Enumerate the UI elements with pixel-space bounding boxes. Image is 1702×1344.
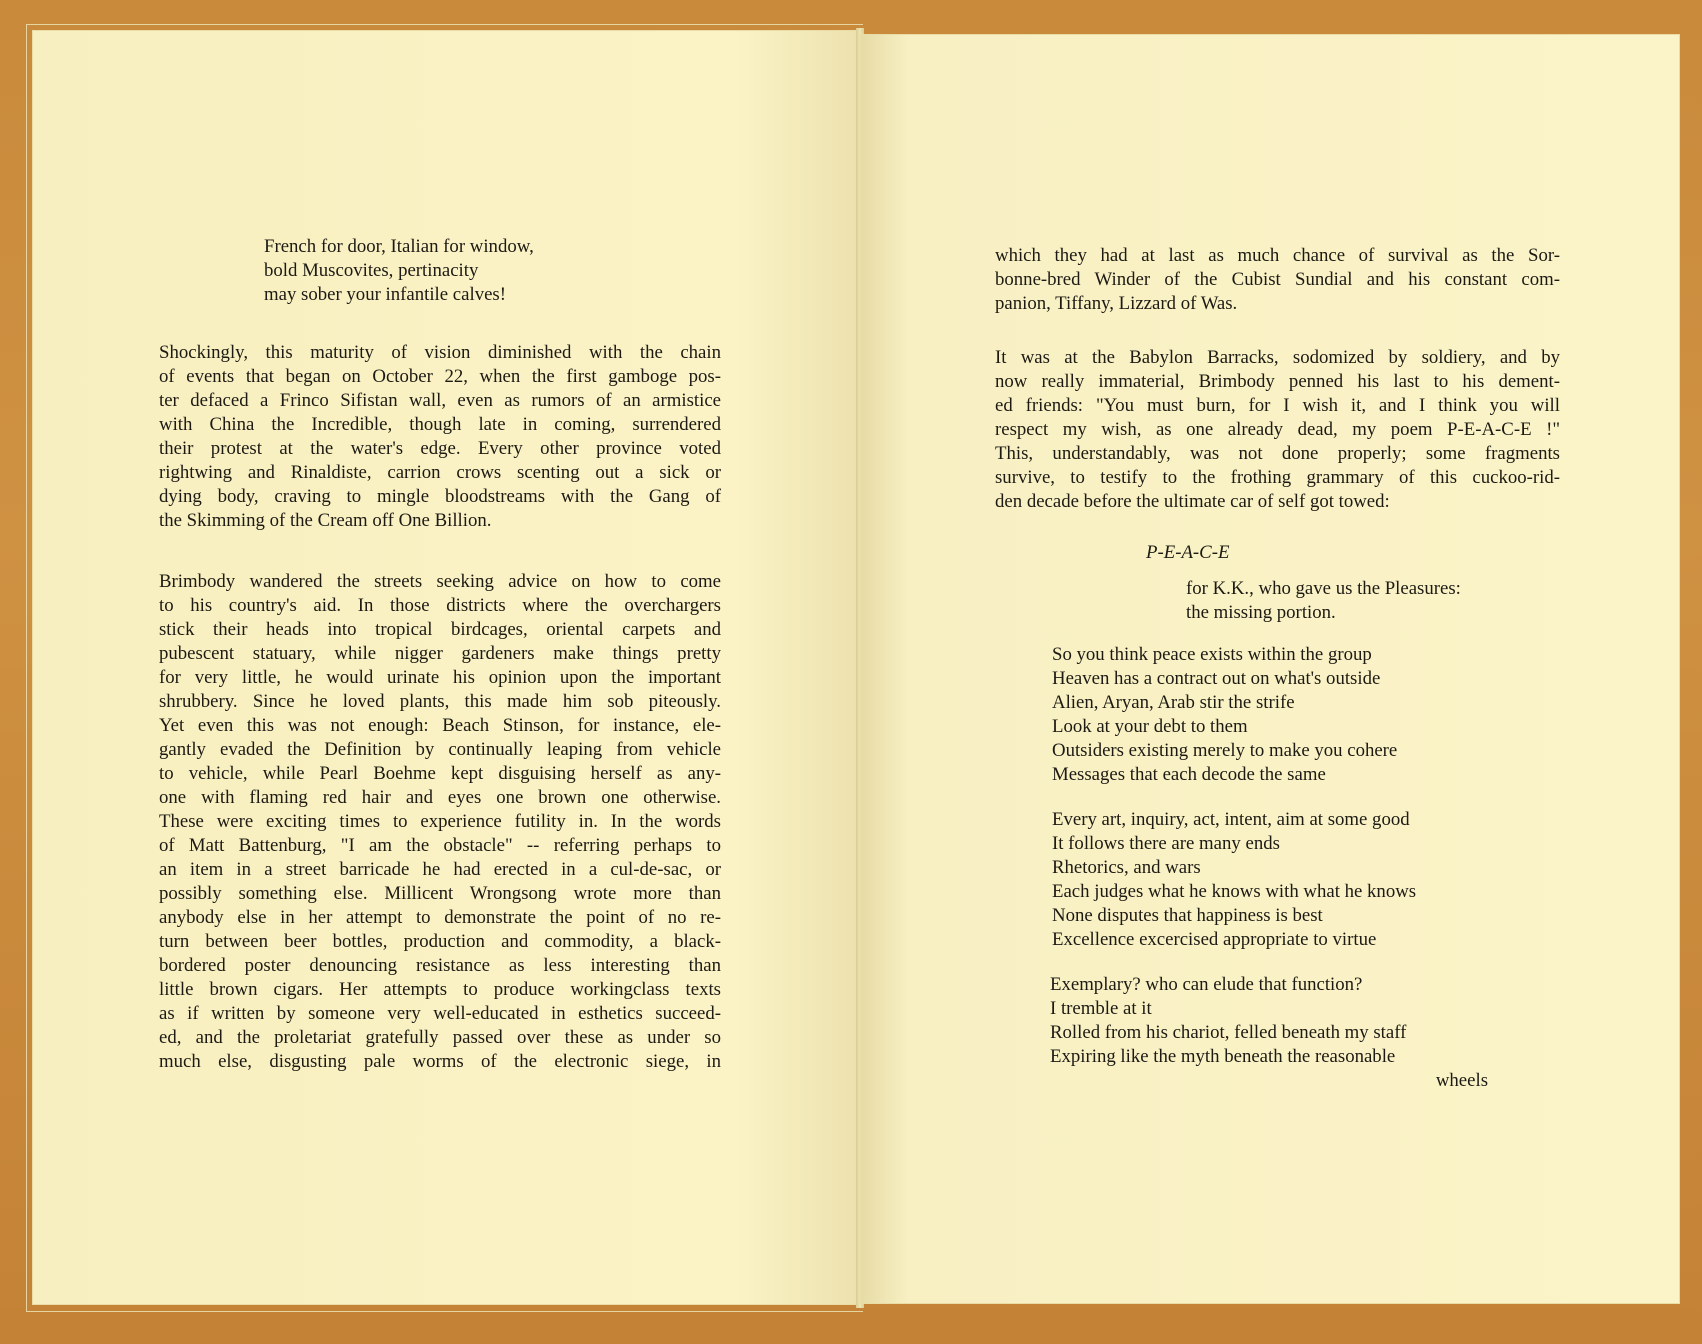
dedication-line: for K.K., who gave us the Pleasures: (1186, 578, 1461, 599)
poem-line: It follows there are many ends (1052, 833, 1280, 854)
text-line: ed, and the proletariat gratefully passed over these as under so (159, 1027, 721, 1048)
verse-line: bold Muscovites, pertinacity (264, 260, 479, 281)
poem-line-runover: wheels (1435, 1070, 1488, 1091)
poem-line: None disputes that happiness is best (1052, 905, 1323, 926)
poem-line: Rhetorics, and wars (1052, 857, 1201, 878)
text-line: These were exciting times to experience futility in. In the words (159, 811, 721, 832)
text-line: panion, Tiffany, Lizzard of Was. (995, 293, 1238, 314)
text-line: respect my wish, as one already dead, my poem P-E-A-C-E !" (995, 419, 1560, 440)
text-line: stick their heads into tropical birdcages, oriental carpets and (159, 619, 721, 640)
text-line: bordered poster denouncing resistance as less interesting than (159, 955, 721, 976)
text-line: bonne-bred Winder of the Cubist Sundial and his constant com- (995, 269, 1560, 290)
poem-dedication (1186, 577, 1461, 625)
text-line: rightwing and Rinaldiste, carrion crows scenting out a sick or (159, 462, 721, 483)
text-line: Yet even this was not enough: Beach Stinson, for instance, ele- (159, 715, 721, 736)
poem-stanza-3 (1050, 973, 1490, 1093)
poem-line: Look at your debt to them (1052, 716, 1248, 737)
dedication-line: the missing portion. (1186, 602, 1336, 623)
text-line: dying body, craving to mingle bloodstreams with the Gang of (159, 486, 721, 507)
poem-line: Exemplary? who can elude that function? (1050, 974, 1363, 995)
poem-line: Expiring like the myth beneath the reasonable (1050, 1046, 1396, 1067)
text-line: now really immaterial, Brimbody penned his last to his dement- (995, 371, 1560, 392)
poem-stanza-1 (1052, 643, 1397, 787)
poem-line: Heaven has a contract out on what's outside (1052, 668, 1381, 689)
text-line: their protest at the water's edge. Every other province voted (159, 438, 721, 459)
text-line: to his country's aid. In those districts where the overchargers (159, 595, 721, 616)
text-line: It was at the Babylon Barracks, sodomized by soldiery, and by (995, 347, 1560, 368)
text-line: shrubbery. Since he loved plants, this made him sob piteously. (159, 691, 721, 712)
verse-line: French for door, Italian for window, (264, 236, 534, 257)
text-line: ter defaced a Frinco Sifistan wall, even as rumors of an armistice (159, 390, 721, 411)
poem-line: Messages that each decode the same (1052, 764, 1326, 785)
text-line: This, understandably, was not done properly; some fragments (995, 443, 1560, 464)
poem-line: Each judges what he knows with what he knows (1052, 881, 1417, 902)
left-paragraph-1 (159, 341, 721, 533)
poem-line: Excellence excercised appropriate to virtue (1052, 929, 1377, 950)
text-line: den decade before the ultimate car of self got towed: (995, 491, 1390, 512)
verse-line: may sober your infantile calves! (264, 284, 506, 305)
right-paragraph-2 (995, 346, 1560, 514)
left-paragraph-2 (159, 570, 721, 1074)
text-line: anybody else in her attempt to demonstrate the point of no re- (159, 907, 721, 928)
text-line: of Matt Battenburg, "I am the obstacle" -- referring perhaps to (159, 835, 721, 856)
poem-stanza-2 (1052, 808, 1416, 952)
text-line: of events that began on October 22, when the first gamboge pos- (159, 366, 721, 387)
poem-line: I tremble at it (1050, 998, 1152, 1019)
text-line: for very little, he would urinate his opinion upon the important (159, 667, 721, 688)
poem-line: So you think peace exists within the group (1052, 644, 1372, 665)
text-line: possibly something else. Millicent Wrongsong wrote more than (159, 883, 721, 904)
poem-line: Every art, inquiry, act, intent, aim at some good (1052, 809, 1410, 830)
text-line: ed friends: "You must burn, for I wish it, and I think you will (995, 395, 1560, 416)
text-line: with China the Incredible, though late in coming, surrendered (159, 414, 721, 435)
text-line: pubescent statuary, while nigger gardeners make things pretty (159, 643, 721, 664)
text-line: Shockingly, this maturity of vision diminished with the chain (159, 342, 721, 363)
text-line: turn between beer bottles, production and commodity, a black- (159, 931, 721, 952)
text-line: which they had at last as much chance of survival as the Sor- (995, 245, 1560, 266)
poem-line: Outsiders existing merely to make you cohere (1052, 740, 1398, 761)
poem-line: Rolled from his chariot, felled beneath my staff (1050, 1022, 1407, 1043)
left-verse (264, 235, 534, 307)
text-line: much else, disgusting pale worms of the electronic siege, in (159, 1051, 721, 1072)
text-line: an item in a street barricade he had erected in a cul-de-sac, or (159, 859, 721, 880)
poem-line: Alien, Aryan, Arab stir the strife (1052, 692, 1295, 713)
text-line: survive, to testify to the frothing grammary of this cuckoo-rid- (995, 467, 1560, 488)
text-line: Brimbody wandered the streets seeking advice on how to come (159, 571, 721, 592)
text-line: little brown cigars. Her attempts to produce workingclass texts (159, 979, 721, 1000)
poem-title: P-E-A-C-E (1146, 542, 1230, 563)
text-line: to vehicle, while Pearl Boehme kept disguising herself as any- (159, 763, 721, 784)
text-line: gantly evaded the Definition by continually leaping from vehicle (159, 739, 721, 760)
text-line: as if written by someone very well-educated in esthetics succeed- (159, 1003, 721, 1024)
text-line: one with flaming red hair and eyes one brown one otherwise. (159, 787, 721, 808)
text-line: the Skimming of the Cream off One Billion. (159, 510, 492, 531)
right-paragraph-1 (995, 244, 1560, 316)
